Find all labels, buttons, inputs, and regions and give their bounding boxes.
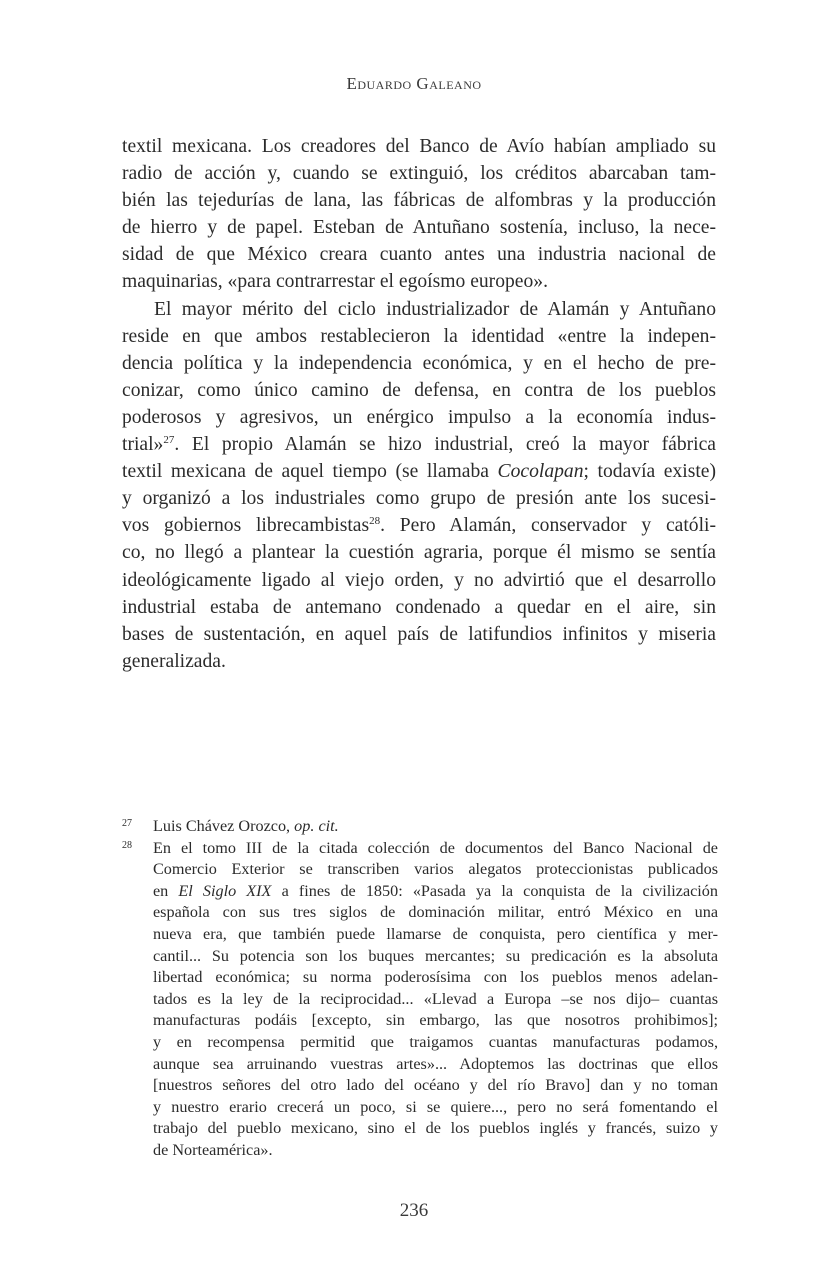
paragraph-2 — [122, 296, 716, 675]
footnote-line — [153, 881, 718, 903]
italic-term: op. cit. — [294, 817, 339, 835]
text-fragment: vos gobiernos librecambistas — [122, 515, 370, 537]
text-line: radio de acción y, cuando se extinguió, los créditos abarcaban tam- — [122, 163, 716, 185]
text-line — [122, 512, 716, 539]
footnote-line: [nuestros señores del otro lado del océano y del río Bravo] dan y no toman — [153, 1076, 718, 1095]
footnote-line: En el tomo III de la citada colección de documentos del Banco Nacional de — [153, 838, 718, 857]
italic-term: El Siglo XIX — [178, 881, 272, 900]
text-line: y organizó a los industriales como grupo de presión ante los sucesi- — [122, 488, 716, 510]
running-head: Eduardo Galeano — [346, 74, 482, 93]
text-line: generalizada. — [122, 650, 226, 672]
footnote-line: de Norteamérica». — [153, 1140, 273, 1159]
body-text — [122, 133, 716, 675]
text-line: sidad de que México creara cuanto antes una industria nacional de — [122, 244, 716, 266]
text-line: bién las tejedurías de lana, las fábricas de alfombras y la producción — [122, 190, 716, 212]
text-fragment: a fines de 1850: «Pasada ya la conquista de la civilización — [271, 881, 718, 900]
text-fragment: en — [153, 881, 179, 900]
footnote-line: manufacturas podáis [excepto, sin embargo, las que nosotros prohibimos]; — [153, 1011, 718, 1030]
text-line: co, no llegó a plantear la cuestión agraria, porque él mismo se sentía — [122, 542, 716, 564]
text-fragment: . El propio Alamán se hizo industrial, creó la mayor fábrica — [174, 434, 716, 456]
text-line: bases de sustentación, en aquel país de latifundios infinitos y miseria — [122, 623, 716, 645]
footnote-line — [153, 816, 718, 838]
footnote-ref-28[interactable]: 28 — [369, 515, 381, 528]
footnote-number: 28 — [122, 839, 132, 851]
footnote-28 — [122, 838, 718, 1162]
text-line: ideológicamente ligado al viejo orden, y no advirtió que el desarrollo — [122, 569, 716, 591]
text-line: de hierro y de papel. Esteban de Antuñano sostenía, incluso, la nece- — [122, 217, 716, 239]
text-fragment: Luis Chávez Orozco, — [153, 817, 295, 835]
text-line: El mayor mérito del ciclo industrializador de Alamán y Antuñano — [154, 298, 716, 320]
footnote-ref-27[interactable]: 27 — [163, 434, 175, 447]
page-number: 236 — [399, 1200, 429, 1221]
footnotes — [122, 816, 718, 1162]
footnote-line: trabajo del pueblo mexicano, sino el de los pueblos inglés y francés, suizo y — [153, 1119, 718, 1138]
text-line: reside en que ambos restablecieron la identidad «entre la indepen- — [122, 325, 716, 347]
text-fragment: textil mexicana de aquel tiempo (se llamaba — [122, 461, 498, 483]
footnote-line: cantil... Su potencia son los buques mercantes; su predicación es la absoluta — [153, 946, 718, 965]
footnote-line: aunque sea arruinando vuestras artes»... Adoptemos las doctrinas que ellos — [153, 1054, 718, 1073]
footnote-line: tados es la ley de la reciprocidad... «Llevad a Europa –se nos dijo– cuantas — [153, 989, 718, 1008]
footnote-line: española con sus tres siglos de dominación militar, entró México en una — [153, 903, 718, 922]
text-fragment: . Pero Alamán, conservador y católi- — [380, 515, 716, 537]
footnote-line: y en recompensa permitid que traigamos cuantas manufacturas podamos, — [153, 1032, 718, 1051]
text-line — [122, 458, 716, 485]
footnote-line: Comercio Exterior se transcriben varios alegatos proteccionistas publicados — [153, 860, 718, 879]
footnote-line: y nuestro erario crecerá un poco, si se quiere..., pero no será fomentando el — [153, 1097, 718, 1116]
text-fragment: trial» — [122, 434, 164, 456]
text-line: conizar, como único camino de defensa, en contra de los pueblos — [122, 379, 716, 401]
footnote-line: nueva era, que también puede llamarse de conquista, pero científica y mer- — [153, 924, 718, 943]
italic-term: Cocolapan — [497, 461, 584, 483]
text-line: dencia política y la independencia económica, y en el hecho de pre- — [122, 352, 716, 374]
footnote-27 — [122, 816, 718, 838]
text-line: poderosos y agresivos, un enérgico impulso a la economía indus- — [122, 406, 716, 428]
text-line: maquinarias, «para contrarrestar el egoísmo europeo». — [122, 271, 548, 293]
footnote-number: 27 — [122, 818, 132, 829]
text-line: textil mexicana. Los creadores del Banco de Avío habían ampliado su — [122, 136, 716, 157]
text-line: industrial estaba de antemano condenado a quedar en el aire, sin — [122, 596, 716, 618]
footnote-line: libertad económica; su norma poderosísima con los pueblos menos adelan- — [153, 968, 718, 987]
text-line — [122, 431, 716, 458]
text-fragment: ; todavía existe) — [583, 461, 717, 483]
paragraph-1 — [122, 133, 716, 296]
